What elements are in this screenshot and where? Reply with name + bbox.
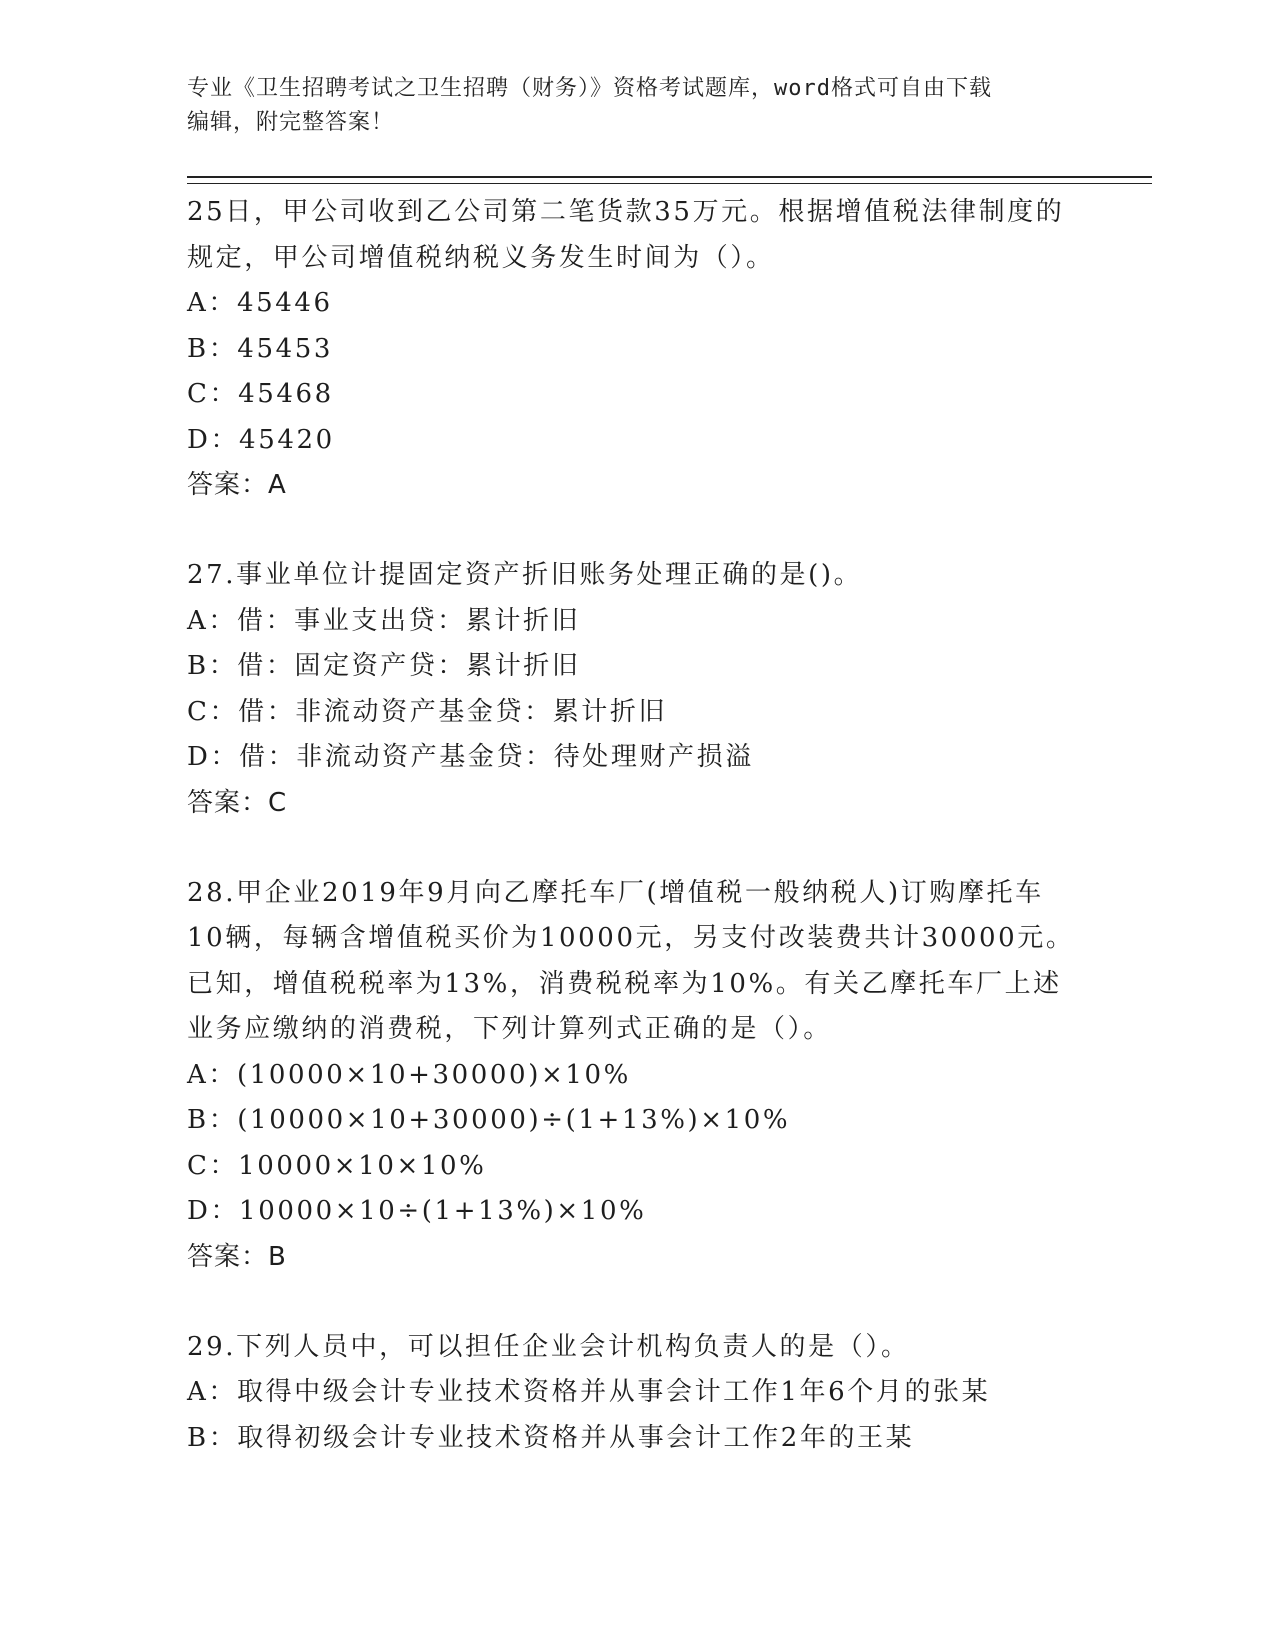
document-header: [187, 72, 1107, 140]
option-d: D：借：非流动资产基金贷：待处理财产损溢: [187, 742, 754, 772]
option-d: D：45420: [187, 424, 335, 455]
option-d: D：10000×10÷(1+13%)×10%: [187, 1196, 647, 1226]
option-a: A：45446: [187, 288, 333, 318]
question-list: [187, 190, 1087, 1461]
option-c: C：10000×10×10%: [187, 1150, 487, 1181]
option-a: A：取得中级会计专业技术资格并从事会计工作1年6个月的张某: [187, 1377, 991, 1407]
option-b: B：45453: [187, 333, 334, 364]
question-block: [187, 871, 1087, 1280]
option-c: C：借：非流动资产基金贷：累计折旧: [187, 696, 668, 727]
question-block: [187, 190, 1087, 508]
option-a: A：(10000×10+30000)×10%: [187, 1059, 631, 1090]
answer-line: 答案：B: [187, 1241, 287, 1272]
question-stem-line: 业务应缴纳的消费税，下列计算列式正确的是（）。: [187, 1014, 832, 1044]
question-stem-line: 10辆，每辆含增值税买价为10000元，另支付改装费共计30000元。: [187, 923, 1075, 953]
header-rule-thick: [187, 176, 1152, 178]
spacer: [187, 826, 1087, 871]
header-line-1: 专业《卫生招聘考试之卫生招聘（财务）》资格考试题库，word格式可自由下载: [187, 76, 992, 101]
option-b: B：借：固定资产贷：累计折旧: [187, 651, 581, 681]
question-stem-line: 27.事业单位计提固定资产折旧账务处理正确的是()。: [187, 560, 863, 590]
option-b: B：(10000×10+30000)÷(1+13%)×10%: [187, 1105, 791, 1135]
question-block: [187, 553, 1087, 826]
option-a: A：借：事业支出贷：累计折旧: [187, 605, 581, 636]
spacer: [187, 508, 1087, 553]
header-line-2: 编辑，附完整答案！: [187, 110, 395, 135]
question-stem-line: 28.甲企业2019年9月向乙摩托车厂(增值税一般纳税人)订购摩托车: [187, 877, 1044, 908]
spacer: [187, 1280, 1087, 1325]
option-c: C：45468: [187, 379, 334, 409]
question-stem-line: 规定，甲公司增值税纳税义务发生时间为（）。: [187, 242, 775, 273]
option-b: B：取得初级会计专业技术资格并从事会计工作2年的王某: [187, 1422, 915, 1453]
question-stem-line: 已知，增值税税率为13%，消费税税率为10%。有关乙摩托车厂上述: [187, 968, 1062, 999]
answer-line: 答案：A: [187, 470, 287, 500]
answer-line: 答案：C: [187, 787, 288, 818]
question-stem-line: 29.下列人员中，可以担任企业会计机构负责人的是（）。: [187, 1331, 910, 1362]
header-rule-thin: [187, 183, 1152, 184]
question-stem-line: 25日，甲公司收到乙公司第二笔货款35万元。根据增值税法律制度的: [187, 197, 1065, 227]
question-block: [187, 1325, 1087, 1462]
